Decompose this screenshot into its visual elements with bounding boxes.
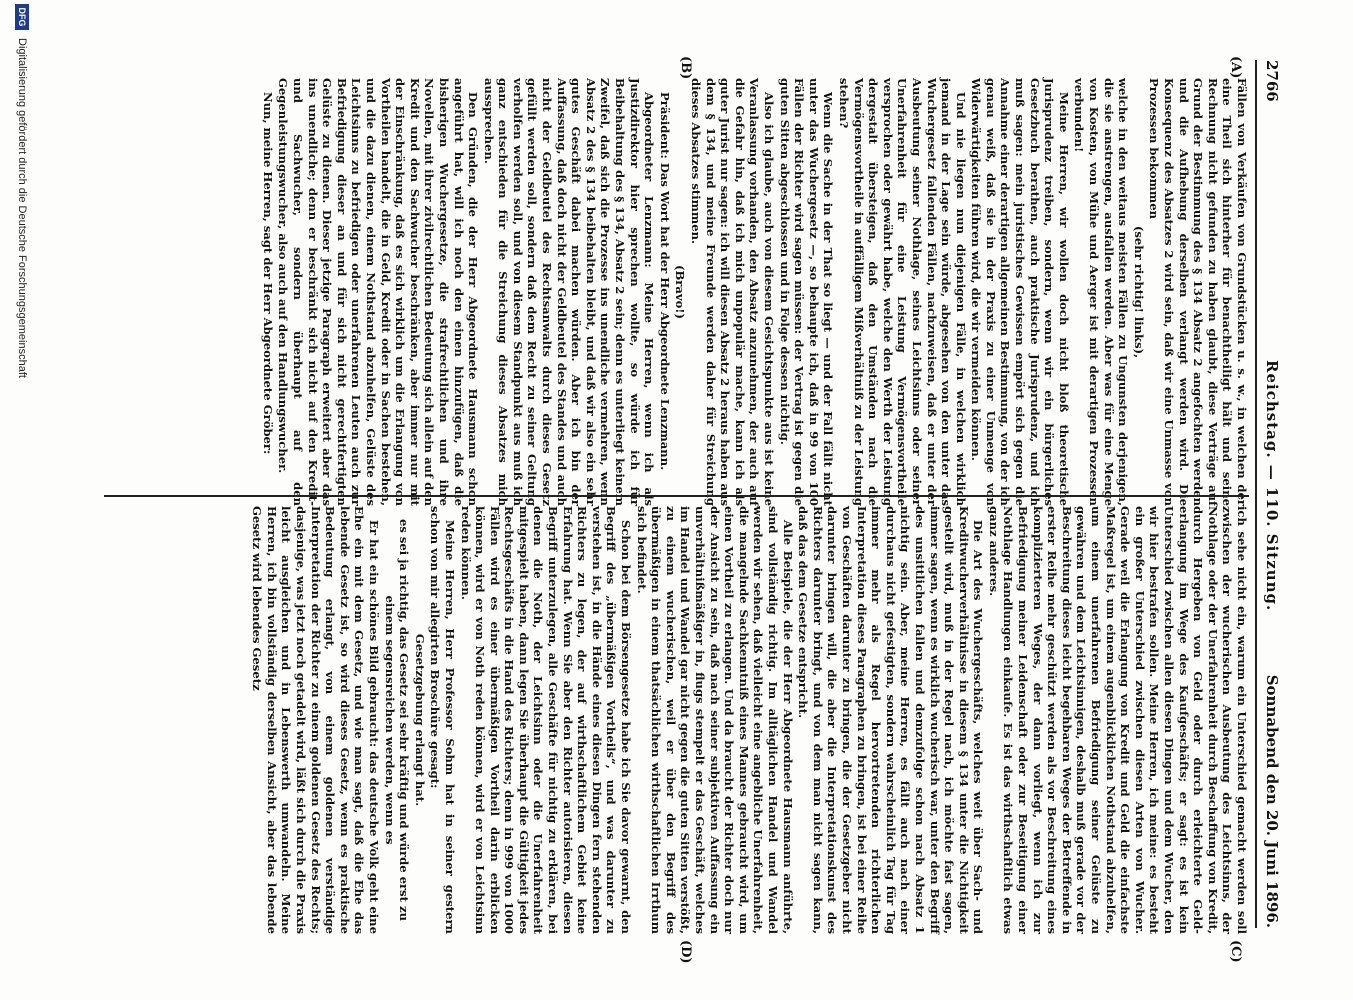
page-number: 2766 bbox=[1263, 60, 1281, 102]
paragraph: Fällen von Verkäufen von Grundstücken u. s. w., in welchen der eine Theil sich hinterher für benachtheiligt hält und seine Rechnung nicht gefunden zu haben glaubt, diese Verträge auf Grund der Bestimmung des § 134 Absatz 2 angefochten werden und die Aufhebung derselben verlangt werden wird. Die Konsequenz des Absatzes 2 wird sein, daß wir eine Unmasse von Prozessen bekommen bbox=[1147, 78, 1249, 506]
margin-mark-a: (A) bbox=[1228, 56, 1243, 79]
interjection: (Bravo!) bbox=[673, 265, 688, 319]
funding-note: Digitalisierung gefördert durch die Deutsche Forschungsgemeinschaft bbox=[16, 38, 28, 378]
digitization-footer bbox=[11, 4, 33, 984]
paragraph: welche in den weitaus meisten Fällen zu Ungunsten derjenigen, die sie anstrengen, ausfallen werden. Aber was für eine Menge von Kosten, von Mühe und Aerger ist mit derartigen Prozessen verbunden! bbox=[1072, 78, 1131, 506]
interjection: (sehr richtig! links), bbox=[1131, 225, 1146, 359]
margin-mark-c: (C) bbox=[1228, 940, 1243, 963]
paragraph: Und nie liegen nun diejenigen Fälle, in welchen wirklich jemand in der Lage sein würde, abgesehen von den unter das Wuchergesetz fallenden Fällen, nachzuweisen, daß er unter der Ausbeutung seiner Nothlage, seines Leichtsinns oder seiner Unerfahrenheit für eine Leistung Vermögensvortheile versprochen oder gewährt habe, welche den Werth der Leistung dergestalt übersteigen, daß den Umständen nach die Vermögensvortheile in auffälligem Mißverhältniß zu der Leistung stehen? bbox=[836, 78, 968, 506]
margin-mark-b: (B) bbox=[678, 56, 693, 80]
paragraph: Alle Beispiele, die der Herr Abgeordnete Hausmann anführte, sind vollständig richtig. Im alltäglichen Handel und Wandel werden wir sehen, daß vielleicht eine angebliche Unerfahrenheit, die mangelnde Sachkenntniß eines Mannes gebraucht wird, um einen Vortheil zu erlangen. Und da braucht der Richter doch nur der Ansicht zu sein, daß nach seiner subjektiven Auffassung ein unverhältnißmäßiger in, flugs stempelt er das Geschäft, welches im Handel und Wandel gar nicht gegen die guten Sitten verstößt, zu einem wucherischen, weil er über den Begriff des übermäßigen in einem thatsächlichen wirthschaftlichen Irrthum sich befindet. bbox=[634, 506, 795, 934]
quote-line: Gesetzgebung erlangt hat. bbox=[412, 633, 427, 807]
paragraph: Schon bei dem Börsengesetze habe ich Sie davor gewarnt, den Begriff des „übermäßigen Vortheils“, und was darunter zu verstehen ist, in die Hände eines diesen Dingen fern stehenden Richters zu legen, der auf wirthschaftlichem Gebiet keine Erfahrung hat. Wenn Sie aber den Richter autorisieren, diesen Begriff unterzulegen, alle Geschäfte für nichtig zu erklären, bei denen die Noth, der Leichtsinn oder die Unerfahrenheit mitgespielt haben, dann legen Sie überhaupt die Gültigkeit jedes Rechtsgeschäfts in die Hand des Richters; denn in 999 von 1000 Fällen wird es einer übermäßigen Vortheil darin erblicken können, wird er von Noth reden können, wird er von Leichtsinn reden können. bbox=[458, 506, 634, 934]
column-divider bbox=[104, 495, 1249, 497]
dfg-logo-icon: DFG bbox=[15, 4, 29, 30]
paragraph: Den Gründen, die der Herr Abgeordnete Hausmann schon angeführt hat, will ich noch den einen hinzufügen, daß die bisherigen Wuchergesetze, die strafrechtlichen und ihre Novellen, mit ihrer zivilrechtlichen Bedeutung sich allein auf den Kredit und den Sachwucher beschränken, aber immer nur mit der Einschränkung, daß es sich wirklich um die Erlangung von Vortheilen handelt, die in Geld, Kredit oder in Sachen bestehen, und die dazu dienen, einem Nothstand abzuhelfen, Gelüste des Leichtsinns zu befriedigen oder unerfahrenen Leuten auch zur Befriedigung dieser an und für sich nicht gerechtfertigten Gelüste zu dienen. Dieser jetzige Paragraph erweitert aber das ins unendliche; denn er beschränkt sich nicht auf den Kredit- und Sachwucher, sondern überhaupt auf den Gegenleistungswucher, also auch auf den Handlungswucher. bbox=[276, 78, 481, 507]
paragraph: Also ich glaube, auch von diesem Gesichtspunkte aus ist keine Veranlassung vorhanden, den Absatz anzunehmen, der auch auf die Gefahr hin, daß ich mich unpopulär mache, kann ich als guter Jurist nur sagen: ich will diesen Absatz 2 heraus haben aus dem § 134, und meine Freunde werden daher für Streichung dieses Absatzes stimmen. bbox=[689, 78, 776, 506]
session-title: Reichstag. — 110. Sitzung. bbox=[1263, 360, 1281, 612]
session-date: Sonnabend den 20. Juni 1896. bbox=[1263, 674, 1281, 928]
page-header bbox=[1255, 60, 1281, 928]
paragraph: Nun, meine Herren, sagt der Herr Abgeordnete Gröber: bbox=[260, 92, 275, 455]
speaker-paragraph: Präsident: Das Wort hat der Herr Abgeordnete Lenzmann. bbox=[657, 92, 672, 471]
right-column bbox=[249, 506, 1249, 934]
paragraph: Meine Herren, Herr Professor Sohm hat in seiner gestern schon von mir allegirten Broschüre gesagt: bbox=[428, 506, 457, 934]
left-column bbox=[259, 78, 1249, 506]
margin-mark-d: (D) bbox=[678, 940, 693, 964]
paragraph: Er hat ein schönes Bild gebraucht: das deutsche Volk geht eine Ehe ein mit dem Gesetz, und wie man sagt, daß die Ehe das lebende Gesetz ist, so wird dieses Gesetz, wenn es praktische Bedeutung erlangt, von einem goldenen verständige Interpretation der Richter zu einem goldenen Gesetz des Rechts; dasjenige, was jetzt noch getadelt wird, läßt sich durch die Praxis leicht ausgleichen und in Lebenswerth umwandeln. Meine Herren, ich bin vollständig derselben Ansicht, aber das lebende Gesetz wird lebendes Gesetz bbox=[250, 506, 381, 934]
quote-line: es sei ja richtig, das Gesetz sei sehr kräftig und würde erst zu einem segensreichen werden, wenn es bbox=[382, 518, 412, 922]
speaker-paragraph: Abgeordneter Lenzmann: Meine Herren, wenn ich als Justizdirektor hier sprechen wollte, so würde ich für Beibehaltung des § 134, Absatz 2 sein; denn es unterliegt keinem Zweifel, daß sich die Prozesse ins unendliche vermehren, wenn Absatz 2 des § 134 beibehalten bleibt, und daß wir also ein sehr gutes Geschäft dabei machen würden. Aber ich bin der Auffassung, daß doch nicht der Geldbeutel des Standes und auch nicht der Geldbeutel des Rechtsanwalts durch dieses Gesetz gefüllt werden soll, sondern daß dem Recht zu seiner Geltung verholfen werden soll, und von diesem Standpunkt aus muß ich ganz entschieden für die Streichung dieses Absatzes mich aussprechen. bbox=[481, 78, 657, 506]
paragraph: Wenn die Sache in der That so liegt — und der Fall fällt nicht unter das Wuchergesetz —, so behaupte ich, daß in 99 von 100 Fällen der Richter wird sagen müssen: der Vertrag ist gegen die guten Sitten abgeschlossen und in Folge dessen nichtig. bbox=[777, 78, 836, 506]
paragraph: ich sehe nicht ein, warum ein Unterschied gemacht werden soll zwischen der wucherischen Ausbeutung des Leichtsinns, der Nothlage oder der Unerfahrenheit durch Beschaffung von Kredit, durch Hergeben von Geld oder durch erleichterte Geld-erlangung im Wege des Kaufgeschäfts; er sagt: es ist kein Unterschied zwischen allen diesen Dingen und dem Wucher, den wir hier bestrafen sollen. Meine Herren, ich meine: es besteht ein großer Unterschied zwischen diesen Arten von Wucher. Gerade weil die Erlangung von Kredit und Geld die einfachste Maßregel ist, um einem augenblicklichen Nothstand abzuhelfen, um einem unerfahrenen Befriedigung seiner Gelüste zu gewähren und dem Leichtsinnigen, deshalb muß gerade vor der Beschreitung dieses leicht begehbaren Weges der Betreffende in erster Reihe mehr geschützt werden als vor Beschreitung eines komplizierteren Weges, der dann vorliegt, wenn ich zur Befriedigung meiner Leidenschaft oder zur Beseitigung einer Nothlage Handlungen einkaufe. Es ist das wirthschaftlich etwas ganz anderes. bbox=[986, 506, 1249, 934]
paragraph: Meine Herren, wir wollen doch nicht bloß theoretische Jurisprudenz treiben, sondern, wenn wir ein bürgerliches Gesetzbuch berathen, auch praktische Jurisprudenz, und ich muß sagen: mein juristisches Gewissen empört sich gegen die Annahme einer derartigen allgemeinen Bestimmung, von der ich genau weiß, daß sie in der Praxis zu einer Unmenge von Widerwärtigkeiten führen wird, die wir vermeiden können. bbox=[969, 78, 1071, 506]
paragraph: Die Art des Wuchergeschäfts, welches weit über Sach- und Kreditwucherverhältnisse in diesem § 134 unter die Nichtigkeit gestellt wird, muß in der Regel nach, ich möchte fast sagen, immer sagen, wenn es wirklich wucherisch war, unter den Begriff des unsittlichen fallen und demzufolge schon nach Absatz 1 nichtig sein. Aber, meine Herren, es fällt auch nach einer durchaus nicht gefestigten, sondern wahrscheinlich Tag für Tag immer mehr als Regel hervortretenden richterlichen Interpretation dieses Paragraphen zu bringen, ist bei einer Reihe von Geschäften darunter zu bringen, die der Gesetzgeber nicht darunter bringen will, die aber die Interpretationskunst des Richters darunter bringt, und von dem man nicht sagen kann, daß das dem Gesetze entspricht. bbox=[796, 506, 986, 934]
